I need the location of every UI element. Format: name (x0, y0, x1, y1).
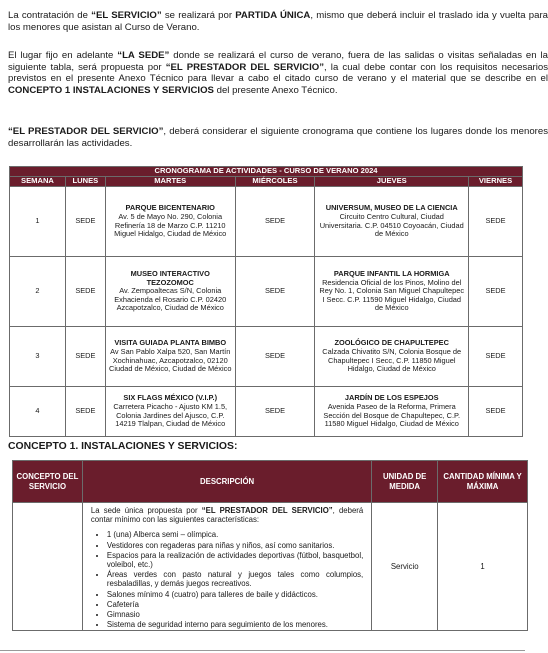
list-item: • Espacios para la realización de actividades deportivas (fútbol, basquetbol, voleibol, etc.) (107, 551, 363, 569)
wednesday-cell: SEDE (235, 257, 315, 327)
list-item: • Salones mínimo 4 (cuatro) para talleres de baile y didácticos. (107, 590, 363, 599)
thursday-cell (315, 187, 469, 257)
bold-run: “EL PRESTADOR DEL SERVICIO” (165, 61, 325, 73)
header-lunes: LUNES (65, 177, 105, 187)
text-run: El lugar fijo en adelante (8, 50, 118, 61)
bold-run: CONCEPTO 1 INSTALACIONES Y SERVICIOS (8, 84, 214, 96)
text-run: donde se realizará el curso de verano, fuera de las salidas o visitas señaladas en la siguiente tabla, será propuesta por (8, 50, 548, 73)
monday-cell: SEDE (65, 387, 105, 437)
header-semana: SEMANA (10, 177, 66, 187)
venue-name: MUSEO INTERACTIVO TEZOZOMOC (130, 269, 210, 287)
header-unidad: UNIDAD DE MEDIDA (372, 461, 438, 503)
friday-cell: SEDE (469, 257, 523, 327)
friday-cell: SEDE (469, 187, 523, 257)
text-run: , deberá contar mínimo con las siguientes características: (90, 506, 364, 525)
table-row (10, 327, 523, 387)
thursday-cell (315, 257, 469, 327)
list-item: • Sistema de seguridad interno para seguimiento de los menores. (107, 620, 363, 629)
bold-run: “LA SEDE” (117, 50, 170, 61)
list-item: • Áreas verdes con pasto natural y juegos tales como columpios, resbaladillas, y demás juegos recreativos. (107, 570, 363, 588)
venue-address: Av. 5 de Mayo No. 290, Colonia Refinería 18 de Marzo C.P. 11210 Miguel Hidalgo, Ciudad de México (114, 211, 227, 239)
text-run: La sede única propuesta por (90, 506, 202, 515)
table-row (10, 387, 523, 437)
venue-name: UNIVERSUM, MUSEO DE LA CIENCIA (325, 203, 458, 213)
wednesday-cell: SEDE (235, 387, 315, 437)
venue-name: VISITA GUIADA PLANTA BIMBO (114, 338, 227, 348)
tuesday-cell (105, 327, 235, 387)
header-martes: MARTES (105, 177, 235, 187)
bold-run: PARTIDA ÚNICA (235, 10, 311, 21)
table-row (10, 257, 523, 327)
friday-cell: SEDE (469, 327, 523, 387)
week-number: 4 (10, 387, 66, 437)
friday-cell: SEDE (469, 387, 523, 437)
text-run: , mismo que deberá incluir el traslado ida y vuelta para los menores que asistan al Curso de Verano. (8, 10, 548, 33)
schedule-title: CRONOGRAMA DE ACTIVIDADES - CURSO DE VERANO 2024 (10, 167, 523, 177)
table-row (10, 187, 523, 257)
venue-address: Av. Zempoaltecas S/N, Colonia Exhacienda el Rosario C.P. 02420 Azcapotzalco, Ciudad de México (114, 286, 227, 313)
venue-address: Calzada Chivatito S/N, Colonia Bosque de Chapultepec I Secc, C.P. 11850 Miguel Hidalgo, Ciudad de México (322, 346, 462, 374)
venue-address: Circuito Centro Cultural, Ciudad Universitaria. C.P. 04510 Coyoacán, Ciudad de México (319, 211, 464, 239)
paragraph-schedule-intro (8, 126, 548, 149)
wednesday-cell: SEDE (235, 187, 315, 257)
paragraph-la-sede (8, 50, 548, 96)
monday-cell: SEDE (65, 327, 105, 387)
bold-run: “EL SERVICIO” (91, 10, 162, 21)
page-edge-divider (0, 650, 525, 651)
header-jueves: JUEVES (315, 177, 469, 187)
venue-name: JARDÍN DE LOS ESPEJOS (344, 393, 439, 403)
concept-cell (13, 503, 83, 631)
header-miercoles: MIÉRCOLES (235, 177, 315, 187)
venue-address: Residencia Oficial de los Pinos, Molino del Rey No. 1, Colonia San Miguel Chapultepec I Secc. C.P. 11590 Miguel Hidalgo, Ciudad de México (319, 277, 465, 313)
list-item: • Gimnasio (107, 610, 363, 619)
schedule-table (9, 166, 523, 437)
text-run: se realizará por (161, 10, 236, 21)
requirements-list (107, 530, 363, 629)
tuesday-cell (105, 387, 235, 437)
tuesday-cell (105, 187, 235, 257)
week-number: 2 (10, 257, 66, 327)
bold-run: “EL PRESTADOR DEL SERVICIO” (201, 506, 333, 515)
header-descripcion: DESCRIPCIÓN (82, 461, 371, 503)
text-run: , deberá considerar el siguiente cronograma que contiene los lugares donde los menores desarrollarán las actividades. (8, 126, 548, 149)
list-item: • Cafetería (107, 600, 363, 609)
thursday-cell (315, 327, 469, 387)
description-cell (82, 503, 371, 631)
text-run: del presente Anexo Técnico. (213, 84, 338, 96)
header-concepto: CONCEPTO DEL SERVICIO (13, 461, 83, 503)
monday-cell: SEDE (65, 187, 105, 257)
week-number: 1 (10, 187, 66, 257)
section-title: CONCEPTO 1. INSTALACIONES Y SERVICIOS: (8, 441, 238, 452)
venue-name: PARQUE INFANTIL LA HORMIGA (333, 269, 450, 279)
venue-name: ZOOLÓGICO DE CHAPULTEPEC (334, 338, 449, 348)
wednesday-cell: SEDE (235, 327, 315, 387)
venue-name: PARQUE BICENTENARIO (125, 203, 215, 213)
paragraph-service-contract (8, 10, 548, 33)
venue-name: SIX FLAGS MÉXICO (V.I.P.) (123, 393, 218, 403)
list-item: • 1 (una) Alberca semi – olímpica. (107, 530, 363, 539)
bold-run: “EL PRESTADOR DEL SERVICIO” (8, 126, 164, 137)
week-number: 3 (10, 327, 66, 387)
header-cantidad: CANTIDAD MÍNIMA Y MÁXIMA (438, 461, 528, 503)
thursday-cell (315, 387, 469, 437)
concept-table (12, 460, 528, 631)
text-run: , la cual debe contar con los requisitos necesarios previstos en el presente Anexo Técnico para llevar a cabo el citado curso de verano y el material que se describe en el (8, 61, 548, 84)
tuesday-cell (105, 257, 235, 327)
venue-address: Avenida Paseo de la Reforma, Primera Sección del Bosque de Chapultepec, C.P. 11580 Miguel Hidalgo, Ciudad de México (323, 401, 461, 429)
quantity-cell: 1 (438, 503, 528, 631)
monday-cell: SEDE (65, 257, 105, 327)
header-viernes: VIERNES (469, 177, 523, 187)
venue-address: Av San Pablo Xalpa 520, San Martín Xochinahuac, Azcapotzalco, 02120 Ciudad de México, Ciudad de México (109, 346, 232, 374)
table-row (13, 503, 528, 631)
venue-address: Carretera Picacho - Ajusto KM 1.5, Colonia Jardines del Ajusco, C.P. 14219 Tlalpan, Ciudad de México (113, 401, 228, 429)
unit-cell: Servicio (372, 503, 438, 631)
list-item: • Vestidores con regaderas para niñas y niños, así como sanitarios. (107, 541, 363, 550)
text-run: La contratación de (8, 10, 92, 21)
